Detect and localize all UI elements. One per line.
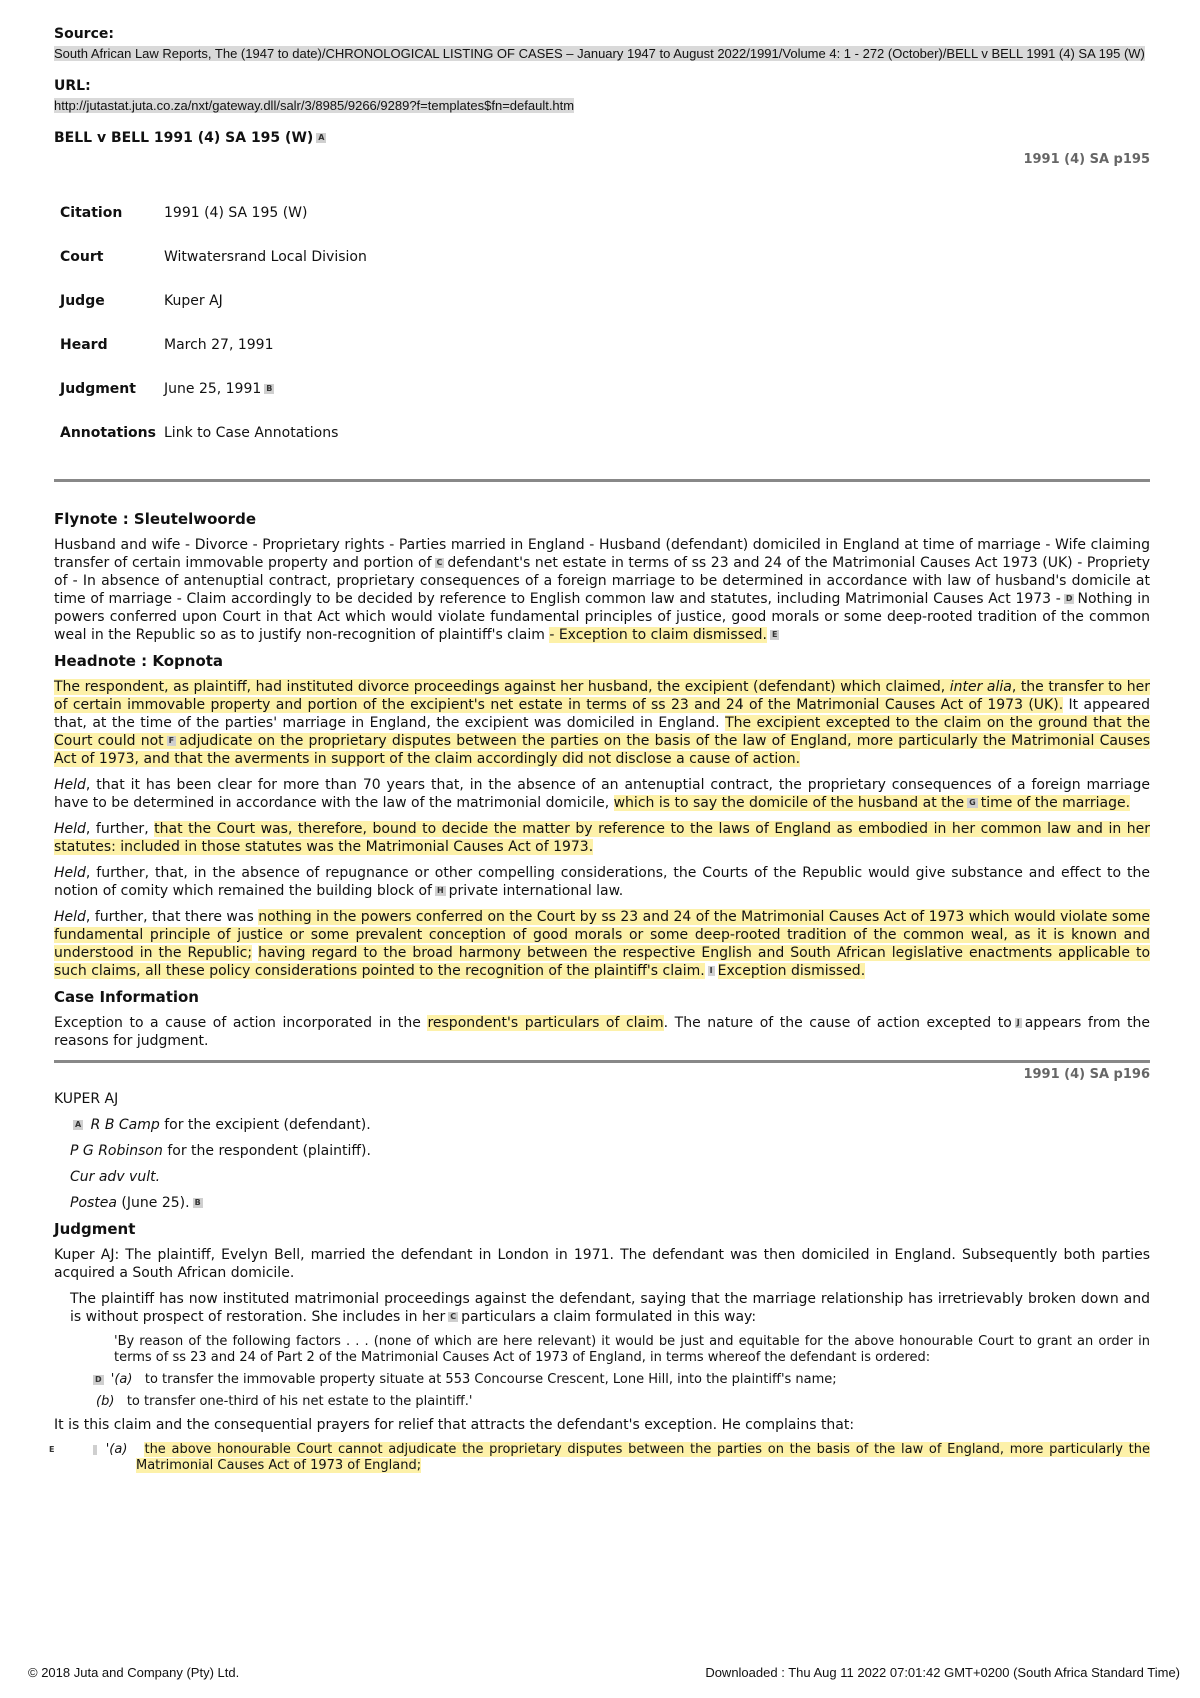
document-page xyxy=(49,26,1151,1480)
url-label: URL: xyxy=(54,78,91,94)
section-divider xyxy=(54,479,1150,482)
headnote-para-1: The respondent, as plaintiff, had instituted divorce proceedings against her husband, the excipient (defendant) which claimed, inter alia, the transfer to her of certain immovable property and portion of the excipient's net estate in terms of ss 23 and 24 of the Matrimonial Causes Act of 1973 (UK). It appeared that, at the time of the parties' marriage in England, the excipient was domiciled in England. The excipient excepted to the claim on the ground that the Court could not F adjudicate on the proprietary disputes between the parties on the basis of the law of England, more particularly the Matrimonial Causes Act of 1973, and that the averments in support of the claim accordingly did not disclose a cause of action. xyxy=(54,679,1151,767)
counsel-excipient: A R B Camp for the excipient (defendant). xyxy=(75,1117,371,1133)
quoted-claim: 'By reason of the following factors . . . (none of which are here relevant) it would be just and equitable for the above honourable Court to grant an order in terms of ss 23 and 24 of Part 2 of the Matrimonial Causes Act of 1973 of England, in terms whereof the defendant is ordered: xyxy=(114,1334,1150,1365)
judge-name: KUPER AJ xyxy=(54,1091,119,1107)
url-link[interactable]: http://jutastat.juta.co.za/nxt/gateway.dll/salr/3/8985/9266/9289?f=templates$fn=default.htm xyxy=(54,98,575,113)
meta-row-judgment: Judgment June 25, 1991 B xyxy=(60,381,273,397)
judgment-para-1: Kuper AJ: The plaintiff, Evelyn Bell, married the defendant in London in 1971. The defendant was then domiciled in England. Subsequently both parties acquired a South African domicile. xyxy=(54,1247,1150,1281)
footer-copyright: © 2018 Juta and Company (Pty) Ltd. xyxy=(28,1665,240,1680)
source-block xyxy=(54,26,1150,62)
exception-ground-a: E '(a) the above honourable Court cannot adjudicate the proprietary disputes between the parties on the basis of the law of England, more particularly the Matrimonial Causes Act of 1973 of England; xyxy=(49,1442,1150,1473)
quoted-claim-b: (b) to transfer one-third of his net estate to the plaintiff.' xyxy=(96,1394,473,1409)
postea: Postea (June 25). B xyxy=(70,1195,201,1211)
case-title: BELL v BELL 1991 (4) SA 195 (W) A xyxy=(54,130,325,146)
quoted-claim-a: D '(a) to transfer the immovable property situate at 553 Concourse Crescent, Lone Hill, into the plaintiff's name; xyxy=(95,1372,837,1387)
counsel-respondent: P G Robinson for the respondent (plaintiff). xyxy=(70,1143,371,1159)
annotations-link[interactable]: Link to Case Annotations xyxy=(164,425,339,441)
flynote-text: Husband and wife - Divorce - Proprietary rights - Parties married in England - Husband (defendant) domiciled in England at time of marriage - Wife claiming transfer of certain immovable property and portion of C defendant's net estate in terms of ss 23 and 24 of the Matrimonial Causes Act 1973 (UK) - Propriety of - In absence of antenuptial contract, proprietary consequences of a foreign marriage to be determined in accordance with law of husband's domicile at time of marriage - Claim accordingly to be decided by reference to English common law and statutes, including Matrimonial Causes Act 1973 - D Nothing in powers conferred upon Court in that Act which would violate fundamental principles of justice, good morals or some deep-rooted tradition of the common weal in the Republic so as to justify non-recognition of plaintiff's claim - Exception to claim dismissed. E xyxy=(54,537,1151,643)
headnote-para-5: Held, further, that there was nothing in the powers conferred on the Court by ss 23 and 24 of the Matrimonial Causes Act of 1973 which would violate some fundamental principle of justice or some prevalent conception of good morals or some deep-rooted tradition of the common weal, as it is known and understood in the Republic; having regard to the broad harmony between the respective English and South African legislative enactments applicable to such claims, all these policy considerations pointed to the recognition of the plaintiff's claim. I Exception dismissed. xyxy=(54,909,1151,979)
judgment-para-2: The plaintiff has now instituted matrimonial proceedings against the defendant, saying that the marriage relationship has irretrievably broken down and is without prospect of restoration. She includes in her C particulars a claim formulated in this way: xyxy=(70,1291,1150,1325)
case-info-heading: Case Information xyxy=(54,988,199,1006)
headnote-para-4: Held, further, that, in the absence of repugnance or other compelling considerations, the Courts of the Republic would give substance and effect to the notion of comity which remained the building block of H private international law. xyxy=(54,865,1150,899)
marker-a: A xyxy=(318,133,325,142)
page-ref: 1991 (4) SA p196 xyxy=(1023,1067,1150,1082)
judgment-para-3: It is this claim and the consequential prayers for relief that attracts the defendant's exception. He complains that: xyxy=(54,1417,855,1433)
meta-row-judge: Judge Kuper AJ xyxy=(60,293,223,309)
meta-row-annotations: Annotations Link to Case Annotations xyxy=(60,411,367,455)
source-text: South African Law Reports, The (1947 to date)/CHRONOLOGICAL LISTING OF CASES – January 1947 to August 2022/1991/Volume 4: 1 - 272 (October)/BELL v BELL 1991 (4) SA 195 (W) xyxy=(54,46,1145,61)
case-info-text: Exception to a cause of action incorporated in the respondent's particulars of claim. The nature of the cause of action excepted to J appears from the reasons for judgment. xyxy=(54,1015,1151,1049)
headnote-para-2: Held, that it has been clear for more than 70 years that, in the absence of an antenuptial contract, the proprietary consequences of a foreign marriage have to be determined in accordance with the law of the matrimonial domicile, which is to say the domicile of the husband at the G time of the marriage. xyxy=(54,777,1150,811)
judgment-heading: Judgment xyxy=(54,1220,136,1238)
source-label: Source: xyxy=(54,26,114,42)
marker-b: B xyxy=(266,384,273,393)
headnote-heading: Headnote : Kopnota xyxy=(54,652,224,670)
meta-row-citation: Citation 1991 (4) SA 195 (W) xyxy=(60,205,308,221)
meta-row-heard: Heard March 27, 1991 xyxy=(60,337,274,353)
case-meta-table xyxy=(60,191,367,455)
url-block xyxy=(54,78,1150,114)
meta-row-court: Court Witwatersrand Local Division xyxy=(60,249,367,265)
page-ref: 1991 (4) SA p195 xyxy=(1023,152,1150,167)
section-divider xyxy=(54,1060,1150,1063)
flynote-heading: Flynote : Sleutelwoorde xyxy=(54,510,256,528)
cur-adv-vult: Cur adv vult. xyxy=(70,1169,161,1185)
headnote-para-3: Held, further, that the Court was, therefore, bound to decide the matter by reference to the laws of England as embodied in her common law and in her statutes: included in those statutes was the Matrimonial Causes Act of 1973. xyxy=(54,821,1150,855)
footer-download-time: Downloaded : Thu Aug 11 2022 07:01:42 GMT+0200 (South Africa Standard Time) xyxy=(705,1665,1180,1680)
